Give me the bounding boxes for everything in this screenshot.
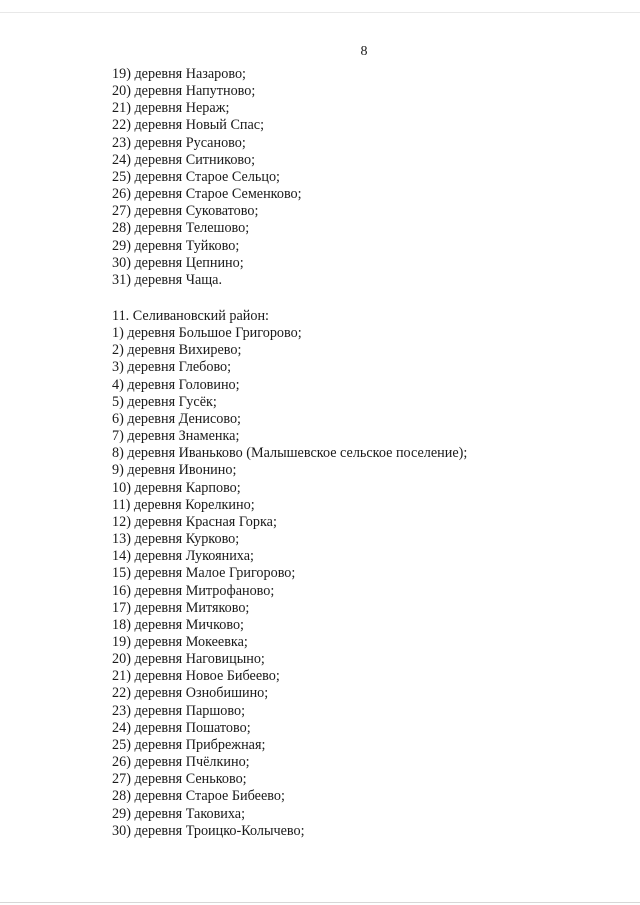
scan-bottom-edge xyxy=(0,902,640,903)
list-item: 4) деревня Головино; xyxy=(112,376,240,393)
list-item: 20) деревня Наговицыно; xyxy=(112,651,265,668)
list-item: 5) деревня Гусёк; xyxy=(112,393,217,410)
list-item: 24) деревня Ситниково; xyxy=(112,151,256,168)
list-item: 20) деревня Напутново; xyxy=(112,83,256,100)
list-item: 29) деревня Таковиха; xyxy=(112,805,246,822)
list-item: 1) деревня Большое Григорово; xyxy=(112,325,302,342)
list-item: 15) деревня Малое Григорово; xyxy=(112,565,296,582)
page-number: 8 xyxy=(360,44,368,59)
village-list-continued xyxy=(112,66,302,289)
list-item: 27) деревня Суковатово; xyxy=(112,203,259,220)
list-item: 27) деревня Сеньково; xyxy=(112,771,247,788)
list-item: 19) деревня Назарово; xyxy=(112,66,246,82)
list-item: 24) деревня Пошатово; xyxy=(112,719,251,736)
list-item: 10) деревня Карпово; xyxy=(112,479,241,496)
list-item: 3) деревня Глебово; xyxy=(112,359,232,376)
list-item: 13) деревня Курково; xyxy=(112,531,240,548)
list-item: 7) деревня Знаменка; xyxy=(112,428,240,445)
list-item: 25) деревня Старое Сельцо; xyxy=(112,168,280,185)
list-item: 22) деревня Новый Спас; xyxy=(112,117,265,134)
list-item: 6) деревня Денисово; xyxy=(112,410,241,427)
list-item: 21) деревня Новое Бибеево; xyxy=(112,668,280,685)
list-item: 17) деревня Митяково; xyxy=(112,599,250,616)
list-item: 26) деревня Старое Семенково; xyxy=(112,186,302,203)
list-item: 22) деревня Ознобишино; xyxy=(112,685,269,702)
section-selivanovsky-district xyxy=(112,308,467,840)
list-item: 12) деревня Красная Горка; xyxy=(112,513,277,530)
list-item: 23) деревня Паршово; xyxy=(112,702,246,719)
list-item: 11) деревня Корелкино; xyxy=(112,496,255,513)
list-item: 30) деревня Цепнино; xyxy=(112,254,244,271)
list-item: 2) деревня Вихирево; xyxy=(112,342,242,359)
list-item: 19) деревня Мокеевка; xyxy=(112,633,248,650)
list-item: 18) деревня Мичково; xyxy=(112,616,244,633)
list-item: 31) деревня Чаща. xyxy=(112,271,223,288)
list-item: 8) деревня Иваньково (Малышевское сельское поселение); xyxy=(112,445,468,462)
list-item: 30) деревня Троицко-Колычево; xyxy=(112,822,305,839)
list-item: 28) деревня Телешово; xyxy=(112,220,250,237)
list-item: 23) деревня Русаново; xyxy=(112,134,246,151)
list-item: 21) деревня Нераж; xyxy=(112,100,230,117)
section-heading: 11. Селивановский район: xyxy=(112,308,270,324)
list-item: 26) деревня Пчёлкино; xyxy=(112,754,250,771)
scan-top-edge xyxy=(0,12,640,13)
list-item: 9) деревня Ивонино; xyxy=(112,462,237,479)
list-item: 14) деревня Лукояниха; xyxy=(112,548,254,565)
list-item: 29) деревня Туйково; xyxy=(112,237,240,254)
list-item: 25) деревня Прибрежная; xyxy=(112,736,266,753)
list-item: 28) деревня Старое Бибеево; xyxy=(112,788,285,805)
list-item: 16) деревня Митрофаново; xyxy=(112,582,275,599)
